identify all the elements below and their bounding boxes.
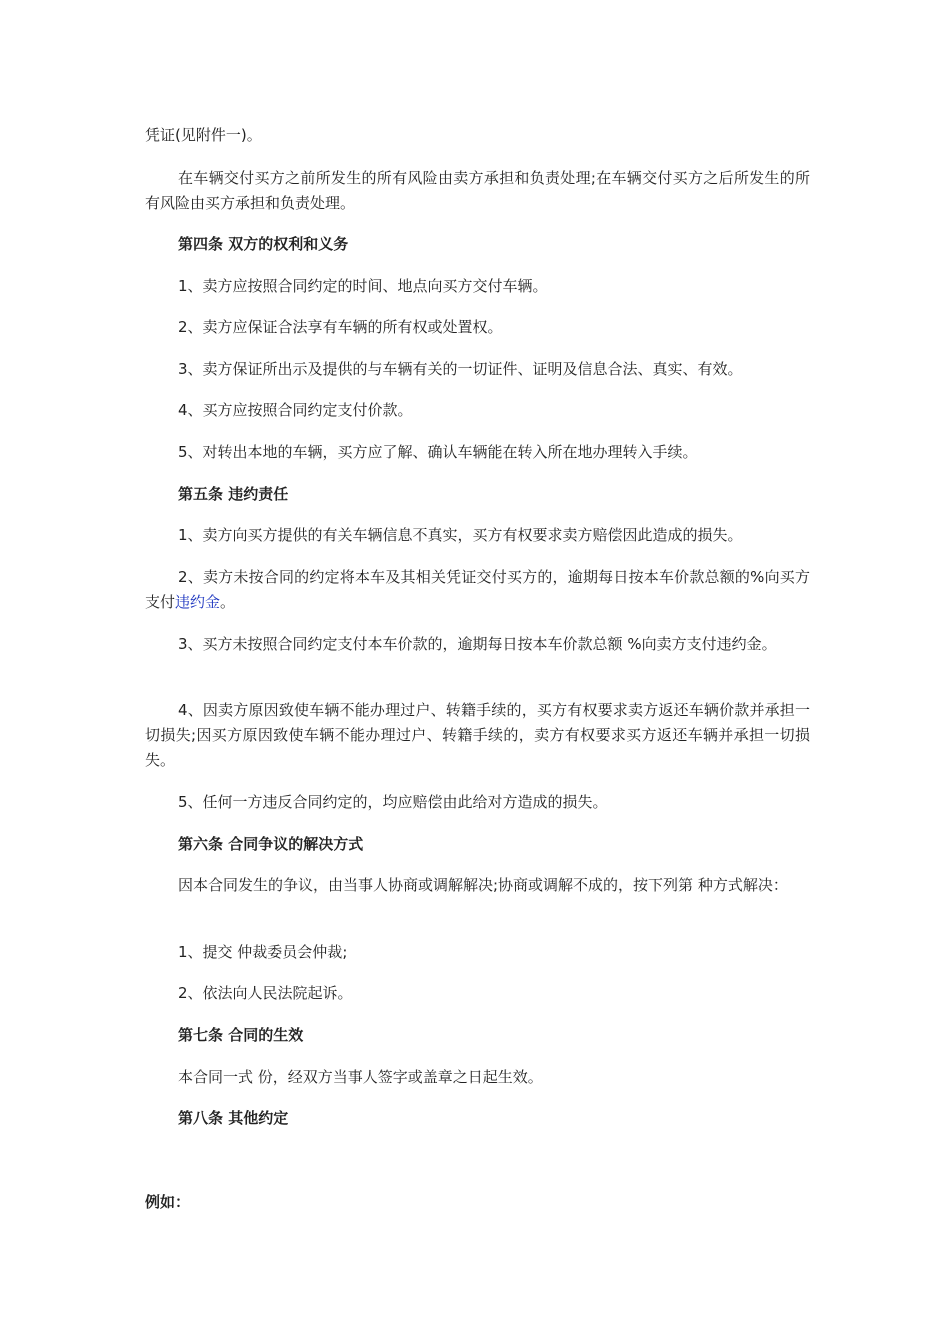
section-5-item-2 [145,565,810,615]
example-label: 例如： [145,1193,191,1211]
section-5-item-3: 3、买方未按照合同约定支付本车价款的，逾期每日按本车价款总额 %向卖方支付违约金。 [178,635,777,653]
section-5-item-5: 5、任何一方违反合同约定的，均应赔偿由此给对方造成的损失。 [178,793,608,811]
section-7-text: 本合同一式 份，经双方当事人签字或盖章之日起生效。 [178,1068,543,1086]
section-5-item-1: 1、卖方向买方提供的有关车辆信息不真实，买方有权要求卖方赔偿因此造成的损失。 [178,526,743,544]
section-6-text: 因本合同发生的争议，由当事人协商或调解解决;协商或调解不成的，按下列第 种方式解决： [178,876,788,894]
section-4-item-4: 4、买方应按照合同约定支付价款。 [178,401,413,419]
section-5-item-4: 4、因卖方原因致使车辆不能办理过户、转籍手续的，买方有权要求卖方返还车辆价款并承担一切损失;因买方原因致使车辆不能办理过户、转籍手续的，卖方有权要求买方返还车辆并承担一切损失。 [145,701,810,769]
section-4-item-2: 2、卖方应保证合法享有车辆的所有权或处置权。 [178,318,503,336]
section-5-item-2-text: 2、卖方未按合同的约定将本车及其相关凭证交付买方的，逾期每日按本车价款总额的%向买方支付 [145,568,810,611]
paragraph-voucher: 凭证(见附件一)。 [145,126,262,144]
section-5-item-2-end: 。 [220,593,236,611]
section-5-title: 第五条 违约责任 [178,485,289,503]
section-6-title: 第六条 合同争议的解决方式 [178,835,364,853]
section-4-item-1: 1、卖方应按照合同约定的时间、地点向买方交付车辆。 [178,277,548,295]
penalty-link[interactable]: 违约金 [175,593,221,611]
section-4-title: 第四条 双方的权利和义务 [178,235,349,253]
section-8-title: 第八条 其他约定 [178,1109,289,1127]
section-6-item-1: 1、提交 仲裁委员会仲裁; [178,943,348,961]
paragraph-risk: 在车辆交付买方之前所发生的所有风险由卖方承担和负责处理;在车辆交付买方之后所发生的所有风险由买方承担和负责处理。 [145,169,810,212]
section-4-item-5: 5、对转出本地的车辆，买方应了解、确认车辆能在转入所在地办理转入手续。 [178,443,698,461]
section-7-title: 第七条 合同的生效 [178,1026,304,1044]
section-6-item-2: 2、依法向人民法院起诉。 [178,984,353,1002]
section-4-item-3: 3、卖方保证所出示及提供的与车辆有关的一切证件、证明及信息合法、真实、有效。 [178,360,743,378]
